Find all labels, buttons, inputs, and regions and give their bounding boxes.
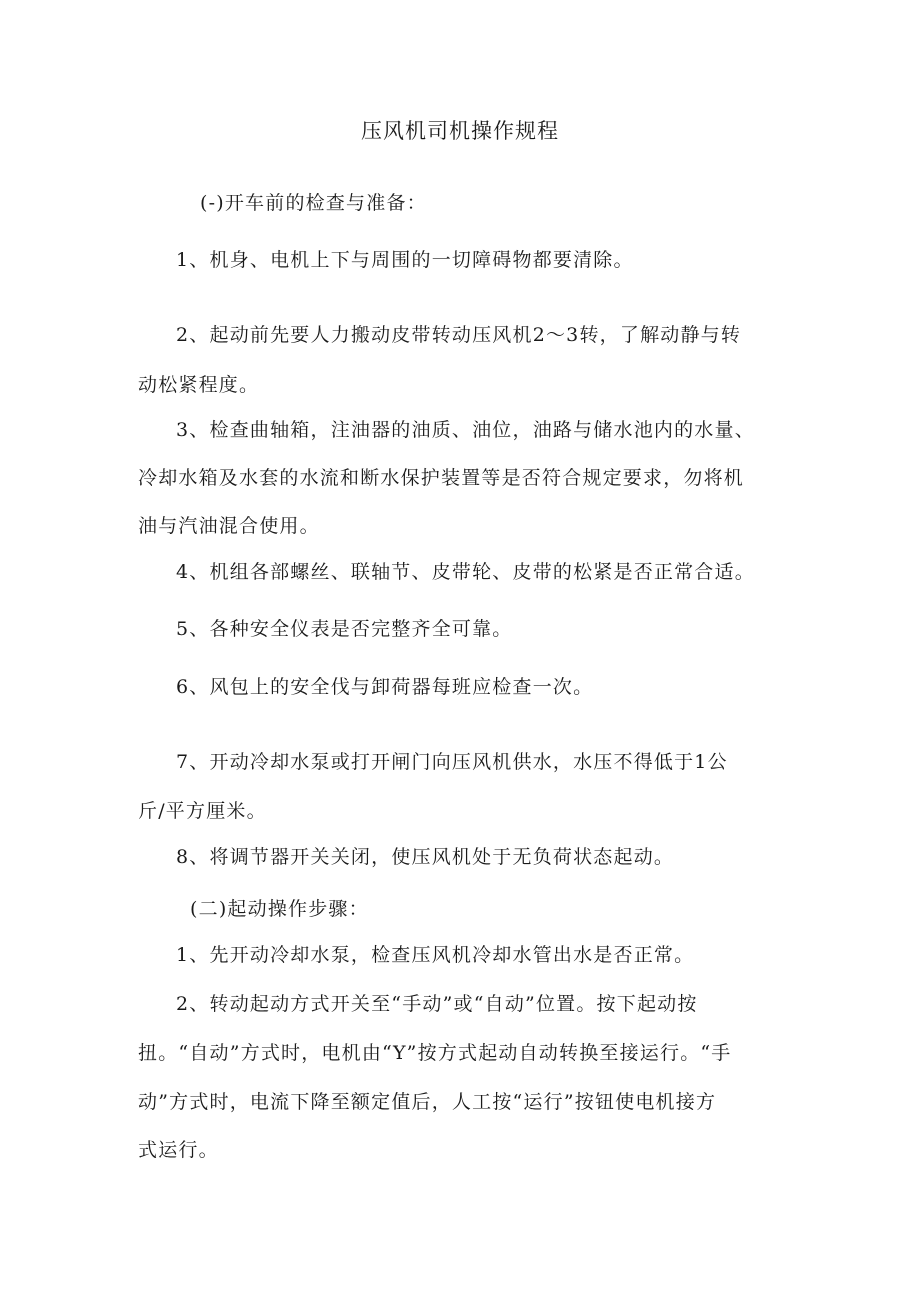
paragraph-item-8: 8、将调节器开关关闭，使压风机处于无负荷状态起动。 (176, 846, 675, 868)
paragraph-s2-item-2-line-3: 动”方式时，电流下降至额定值后，人工按“运行”按钮使电机接方 (138, 1091, 717, 1113)
paragraph-item-1: 1、机身、电机上下与周围的一切障碍物都要清除。 (176, 249, 634, 271)
paragraph-item-5: 5、各种安全仪表是否完整齐全可靠。 (176, 618, 513, 640)
section-heading-1: (-)开车前的检查与准备： (200, 192, 427, 214)
paragraph-s2-item-1: 1、先开动冷却水泵，检查压风机冷却水管出水是否正常。 (176, 944, 695, 966)
paragraph-item-2-line-1: 2、起动前先要人力搬动皮带转动压风机2～3转，了解动静与转 (176, 324, 742, 346)
paragraph-item-3-line-1: 3、检查曲轴箱，注油器的油质、油位，油路与储水池内的水量、 (176, 419, 755, 441)
paragraph-item-4: 4、机组各部螺丝、联轴节、皮带轮、皮带的松紧是否正常合适。 (176, 561, 755, 583)
paragraph-item-6: 6、风包上的安全伐与卸荷器每班应检查一次。 (176, 676, 594, 698)
paragraph-s2-item-2-line-4: 式运行。 (138, 1139, 219, 1161)
page-title: 压风机司机操作规程 (361, 119, 559, 143)
paragraph-item-3-line-2: 冷却水箱及水套的水流和断水保护装置等是否符合规定要求，勿将机 (138, 467, 745, 489)
paragraph-item-7-line-2: 斤/平方厘米。 (138, 800, 267, 822)
paragraph-s2-item-2-line-1: 2、转动起动方式开关至“手动”或“自动”位置。按下起动按 (176, 993, 698, 1015)
paragraph-item-2-line-2: 动松紧程度。 (138, 374, 260, 396)
paragraph-item-3-line-3: 油与汽油混合使用。 (138, 515, 320, 537)
paragraph-s2-item-2-line-2: 扭。“自动”方式时，电机由“Y”按方式起动自动转换至接运行。“手 (138, 1042, 732, 1064)
paragraph-item-7-line-1: 7、开动冷却水泵或打开闸门向压风机供水，水压不得低于1公 (176, 751, 728, 773)
section-heading-2: (二)起动操作步骤： (190, 898, 369, 920)
